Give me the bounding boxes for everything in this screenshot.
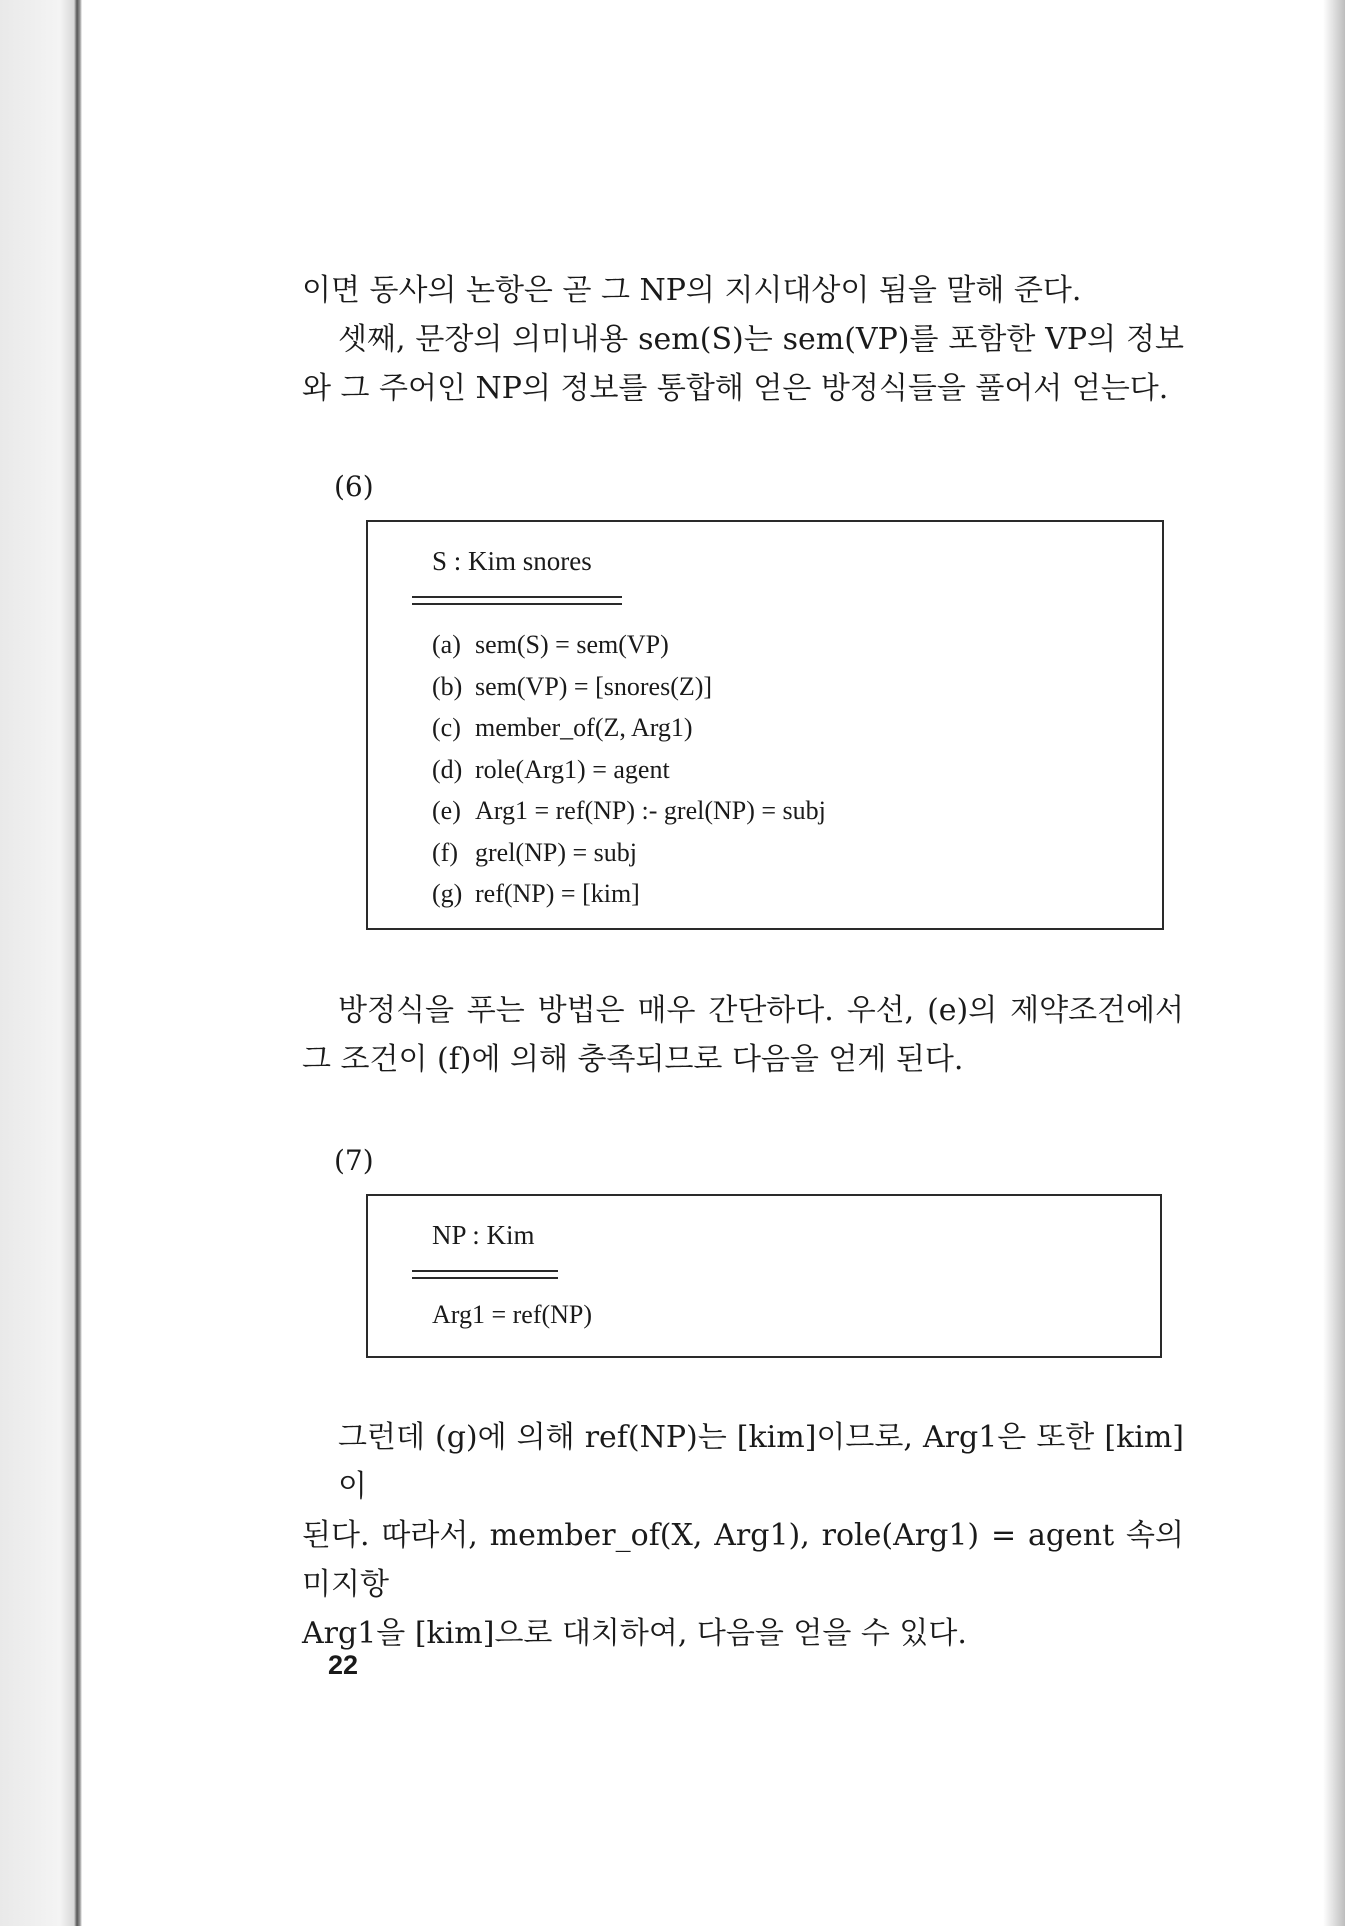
example-7-label: (7) — [334, 1144, 374, 1177]
example-6-double-rule — [412, 596, 622, 605]
example-7-double-rule — [412, 1270, 558, 1279]
page-binding-edge — [0, 0, 82, 1926]
example-6-box — [366, 520, 1164, 930]
paragraph-2-line-1: 셋째, 문장의 의미내용 sem(S)는 sem(VP)를 포함한 VP의 정보 — [338, 322, 1184, 357]
equation-row: (d) role(Arg1) = agent — [432, 754, 670, 784]
equation-row: (a) sem(S) = sem(VP) — [432, 630, 669, 659]
paragraph-2 — [302, 315, 1184, 413]
example-7-equation: Arg1 = ref(NP) — [432, 1300, 593, 1329]
paragraph-1-line-1: 이면 동사의 논항은 곧 그 NP의 지시대상이 됨을 말해 준다. — [302, 273, 1082, 308]
equation-row: (e) Arg1 = ref(NP) :- grel(NP) = subj — [432, 796, 826, 825]
paragraph-4-line-1: 그런데 (g)에 의해 ref(NP)는 [kim]이므로, Arg1은 또한 [kim]이 — [338, 1420, 1184, 1504]
paragraph-3 — [302, 986, 1184, 1084]
example-7-box — [366, 1194, 1162, 1358]
equation-row: (c) member_of(Z, Arg1) — [432, 713, 693, 742]
paragraph-4-line-3: Arg1을 [kim]으로 대치하여, 다음을 얻을 수 있다. — [302, 1616, 967, 1651]
example-6-title: S : Kim snores — [432, 546, 592, 576]
page-number: 22 — [328, 1650, 359, 1680]
example-7-title: NP : Kim — [432, 1220, 535, 1250]
example-6-equation-list — [432, 624, 826, 915]
equation-row: (g) ref(NP) = [kim] — [432, 879, 640, 908]
paragraph-1 — [302, 266, 1184, 315]
paragraph-3-line-2: 그 조건이 (f)에 의해 충족되므로 다음을 얻게 된다. — [302, 1042, 964, 1077]
paragraph-2-line-2: 와 그 주어인 NP의 정보를 통합해 얻은 방정식들을 풀어서 얻는다. — [302, 371, 1169, 406]
equation-row: (b) sem(VP) = [snores(Z)] — [432, 671, 713, 701]
equation-row: (f) grel(NP) = subj — [432, 837, 637, 867]
paragraph-4-line-2: 된다. 따라서, member_of(X, Arg1), role(Arg1) = agent 속의 미지항 — [302, 1518, 1184, 1602]
page-right-edge — [1323, 0, 1345, 1926]
example-6-label: (6) — [334, 470, 374, 503]
paragraph-4 — [302, 1413, 1184, 1658]
paragraph-3-line-1: 방정식을 푸는 방법은 매우 간단하다. 우선, (e)의 제약조건에서 — [338, 993, 1184, 1028]
